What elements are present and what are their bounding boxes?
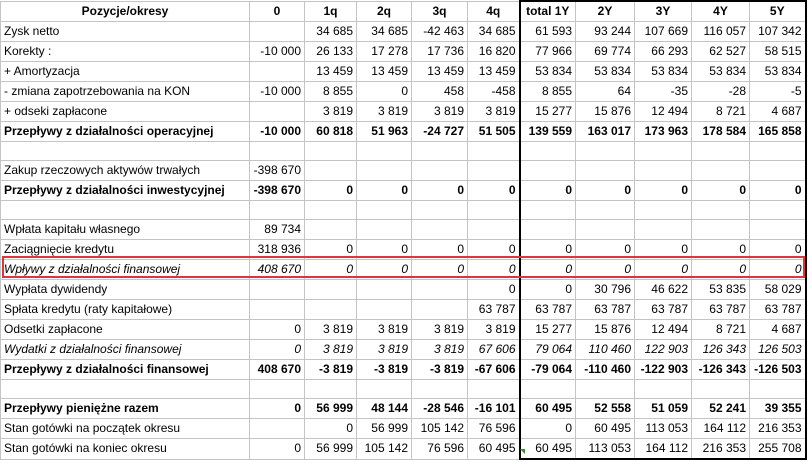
- cell-col-total-1y[interactable]: [520, 220, 576, 240]
- cell-col-4y[interactable]: 8 721: [692, 320, 750, 340]
- cell-col-5y[interactable]: [750, 380, 806, 399]
- cell-col-4y[interactable]: 53 835: [692, 280, 750, 300]
- cell-col-3y[interactable]: 63 787: [635, 300, 692, 320]
- cell-col-4q[interactable]: 0: [468, 181, 520, 201]
- cell-label[interactable]: [1, 380, 250, 399]
- cell-col-4q[interactable]: [468, 220, 520, 240]
- cell-col-2q[interactable]: 0: [357, 240, 412, 260]
- cell-col-2q[interactable]: 0: [357, 181, 412, 201]
- cell-col-2y[interactable]: -110 460: [576, 360, 635, 380]
- cell-col-5y[interactable]: 63 787: [750, 300, 806, 320]
- cell-col-5y[interactable]: [750, 161, 806, 181]
- cell-col-4q[interactable]: [468, 161, 520, 181]
- cell-col-4y[interactable]: 0: [692, 181, 750, 201]
- cell-col-1q[interactable]: 8 855: [305, 82, 357, 102]
- cell-col-4q[interactable]: 51 505: [468, 122, 520, 142]
- cell-col-1q[interactable]: 60 818: [305, 122, 357, 142]
- cell-col-5y[interactable]: 4 687: [750, 102, 806, 122]
- cell-col-2y[interactable]: 52 558: [576, 399, 635, 419]
- cell-col-2q[interactable]: [357, 380, 412, 399]
- table-row: [1, 439, 806, 460]
- cell-label[interactable]: Stan gotówki na koniec okresu: [1, 439, 250, 460]
- cell-label[interactable]: Korekty :: [1, 42, 250, 62]
- cell-col-3y[interactable]: [635, 201, 692, 220]
- cell-col-total-1y[interactable]: 60 495: [520, 439, 576, 460]
- cell-col-2y[interactable]: [576, 201, 635, 220]
- cell-col-4q[interactable]: 13 459: [468, 62, 520, 82]
- cell-col-2y[interactable]: 30 796: [576, 280, 635, 300]
- cell-label[interactable]: + Amortyzacja: [1, 62, 250, 82]
- cell-col-4y[interactable]: 116 057: [692, 22, 750, 42]
- table-row: [1, 82, 806, 102]
- cell-col-2q[interactable]: -3 819: [357, 360, 412, 380]
- cell-col-4y[interactable]: [692, 161, 750, 181]
- cell-col-1q[interactable]: 34 685: [305, 22, 357, 42]
- cell-col-total-1y[interactable]: 0: [520, 280, 576, 300]
- cell-col-total-1y[interactable]: 15 277: [520, 102, 576, 122]
- cell-col-3y[interactable]: 66 293: [635, 42, 692, 62]
- cell-col-5y[interactable]: 0: [750, 240, 806, 260]
- cell-label[interactable]: [1, 201, 250, 220]
- cell-col-2q[interactable]: [357, 220, 412, 240]
- cell-col-0[interactable]: 0: [250, 399, 305, 419]
- cell-col-2y[interactable]: [576, 380, 635, 399]
- cell-col-3q[interactable]: [412, 300, 468, 320]
- cell-col-3y[interactable]: [635, 380, 692, 399]
- cell-col-4q[interactable]: 67 606: [468, 340, 520, 360]
- cell-col-3y[interactable]: 122 903: [635, 340, 692, 360]
- cell-col-2y[interactable]: 110 460: [576, 340, 635, 360]
- cell-col-5y[interactable]: [750, 142, 806, 161]
- cell-label[interactable]: Wpływy z działalności finansowej: [1, 260, 250, 280]
- table-row: [1, 419, 806, 439]
- cell-col-4y[interactable]: 62 527: [692, 42, 750, 62]
- cell-col-2q[interactable]: [357, 280, 412, 300]
- cell-col-4q[interactable]: [468, 201, 520, 220]
- cell-col-1q[interactable]: 3 819: [305, 320, 357, 340]
- cell-col-4q[interactable]: 60 495: [468, 439, 520, 460]
- table-row: [1, 201, 806, 220]
- cell-col-4y[interactable]: 0: [692, 240, 750, 260]
- cell-col-1q[interactable]: [305, 220, 357, 240]
- cell-col-3q[interactable]: [412, 280, 468, 300]
- cell-col-0[interactable]: [250, 102, 305, 122]
- cell-col-4y[interactable]: 126 343: [692, 340, 750, 360]
- cell-col-0[interactable]: [250, 22, 305, 42]
- cell-col-4q[interactable]: 63 787: [468, 300, 520, 320]
- cell-col-2q[interactable]: 3 819: [357, 320, 412, 340]
- cell-col-5y[interactable]: 0: [750, 260, 806, 280]
- table-row: [1, 260, 806, 280]
- cell-col-2y[interactable]: 163 017: [576, 122, 635, 142]
- cell-col-4q[interactable]: 0: [468, 240, 520, 260]
- cell-col-4y[interactable]: -126 343: [692, 360, 750, 380]
- cell-col-3q[interactable]: 458: [412, 82, 468, 102]
- table-row: [1, 42, 806, 62]
- cell-col-total-1y[interactable]: 0: [520, 240, 576, 260]
- cell-col-total-1y[interactable]: 79 064: [520, 340, 576, 360]
- cell-col-0[interactable]: 408 670: [250, 260, 305, 280]
- cell-col-3y[interactable]: [635, 142, 692, 161]
- cell-col-3q[interactable]: -28 546: [412, 399, 468, 419]
- cell-col-1q[interactable]: -3 819: [305, 360, 357, 380]
- cell-col-total-1y[interactable]: 53 834: [520, 62, 576, 82]
- cell-col-4y[interactable]: 53 834: [692, 62, 750, 82]
- cell-col-1q[interactable]: [305, 380, 357, 399]
- cell-col-2y[interactable]: [576, 161, 635, 181]
- cell-col-2q[interactable]: [357, 201, 412, 220]
- table-row: [1, 399, 806, 419]
- cell-col-4q[interactable]: 3 819: [468, 102, 520, 122]
- cell-label[interactable]: Przepływy z działalności operacyjnej: [1, 122, 250, 142]
- cell-col-2y[interactable]: 15 876: [576, 320, 635, 340]
- column-header-col-0[interactable]: 0: [250, 1, 305, 22]
- cell-col-4q[interactable]: 76 596: [468, 419, 520, 439]
- table-row: [1, 142, 806, 161]
- column-header-col-5y[interactable]: 5Y: [750, 1, 806, 22]
- cell-col-2q[interactable]: 17 278: [357, 42, 412, 62]
- cell-col-2y[interactable]: 0: [576, 181, 635, 201]
- cell-col-3q[interactable]: 0: [412, 181, 468, 201]
- cell-col-5y[interactable]: -5: [750, 82, 806, 102]
- cell-col-total-1y[interactable]: -79 064: [520, 360, 576, 380]
- table-row: [1, 62, 806, 82]
- cell-col-1q[interactable]: 3 819: [305, 102, 357, 122]
- cell-col-3q[interactable]: -42 463: [412, 22, 468, 42]
- cell-col-3y[interactable]: -35: [635, 82, 692, 102]
- cell-col-5y[interactable]: 58 515: [750, 42, 806, 62]
- cell-col-0[interactable]: [250, 280, 305, 300]
- cell-col-5y[interactable]: 126 503: [750, 340, 806, 360]
- cell-col-5y[interactable]: [750, 220, 806, 240]
- cell-label[interactable]: Wydatki z działalności finansowej: [1, 340, 250, 360]
- cell-col-total-1y[interactable]: [520, 201, 576, 220]
- cell-col-3q[interactable]: 3 819: [412, 320, 468, 340]
- cell-col-0[interactable]: 0: [250, 320, 305, 340]
- cell-col-2y[interactable]: 60 495: [576, 419, 635, 439]
- cell-comment-marker: [520, 449, 525, 454]
- cell-col-1q[interactable]: [305, 201, 357, 220]
- table-row: [1, 220, 806, 240]
- cell-col-5y[interactable]: 4 687: [750, 320, 806, 340]
- cell-col-3q[interactable]: 105 142: [412, 419, 468, 439]
- column-header-col-3y[interactable]: 3Y: [635, 1, 692, 22]
- cell-col-4y[interactable]: [692, 220, 750, 240]
- table-row: [1, 300, 806, 320]
- cell-col-total-1y[interactable]: [520, 380, 576, 399]
- cell-col-2y[interactable]: [576, 220, 635, 240]
- cell-col-3y[interactable]: 0: [635, 260, 692, 280]
- cell-col-3q[interactable]: -3 819: [412, 360, 468, 380]
- cell-col-total-1y[interactable]: 0: [520, 181, 576, 201]
- cell-col-0[interactable]: -398 670: [250, 181, 305, 201]
- cell-col-4q[interactable]: 0: [468, 260, 520, 280]
- cell-col-0[interactable]: [250, 142, 305, 161]
- cell-col-4y[interactable]: 216 353: [692, 439, 750, 460]
- column-header-col-4q[interactable]: 4q: [468, 1, 520, 22]
- cell-label[interactable]: + odseki zapłacone: [1, 102, 250, 122]
- cell-col-total-1y[interactable]: 15 277: [520, 320, 576, 340]
- cell-col-4y[interactable]: -28: [692, 82, 750, 102]
- cell-col-4q[interactable]: 3 819: [468, 320, 520, 340]
- cell-col-5y[interactable]: 107 342: [750, 22, 806, 42]
- cell-col-2y[interactable]: 63 787: [576, 300, 635, 320]
- cell-col-1q[interactable]: [305, 280, 357, 300]
- cell-label[interactable]: Przepływy z działalności finansowej: [1, 360, 250, 380]
- cell-col-0[interactable]: 0: [250, 340, 305, 360]
- table-row: [1, 320, 806, 340]
- cell-col-4q[interactable]: -458: [468, 82, 520, 102]
- cell-col-1q[interactable]: 56 999: [305, 439, 357, 460]
- cell-col-3q[interactable]: 17 736: [412, 42, 468, 62]
- cell-col-0[interactable]: -10 000: [250, 82, 305, 102]
- table-row: [1, 161, 806, 181]
- cell-col-3q[interactable]: [412, 380, 468, 399]
- cell-col-4y[interactable]: [692, 201, 750, 220]
- cell-col-5y[interactable]: [750, 201, 806, 220]
- cell-col-3y[interactable]: 164 112: [635, 439, 692, 460]
- cell-col-3q[interactable]: 76 596: [412, 439, 468, 460]
- cell-col-0[interactable]: 0: [250, 439, 305, 460]
- cell-col-5y[interactable]: 216 353: [750, 419, 806, 439]
- cell-col-2y[interactable]: 0: [576, 260, 635, 280]
- cell-col-2q[interactable]: 51 963: [357, 122, 412, 142]
- cell-col-2q[interactable]: 105 142: [357, 439, 412, 460]
- cell-col-total-1y[interactable]: 60 495: [520, 399, 576, 419]
- cell-col-3y[interactable]: 107 669: [635, 22, 692, 42]
- cell-col-total-1y[interactable]: [520, 142, 576, 161]
- column-header-col-3q[interactable]: 3q: [412, 1, 468, 22]
- cell-col-4y[interactable]: [692, 380, 750, 399]
- cell-label[interactable]: Odsetki zapłacone: [1, 320, 250, 340]
- cell-col-3q[interactable]: 13 459: [412, 62, 468, 82]
- table-row: [1, 340, 806, 360]
- cell-label[interactable]: Stan gotówki na początek okresu: [1, 419, 250, 439]
- cell-col-2q[interactable]: 56 999: [357, 419, 412, 439]
- cell-col-2q[interactable]: [357, 142, 412, 161]
- cell-label[interactable]: Wpłata kapitału własnego: [1, 220, 250, 240]
- cell-col-total-1y[interactable]: [520, 161, 576, 181]
- cell-col-2y[interactable]: 113 053: [576, 439, 635, 460]
- cell-col-3y[interactable]: 0: [635, 181, 692, 201]
- cell-col-3q[interactable]: 0: [412, 240, 468, 260]
- cell-col-3q[interactable]: 3 819: [412, 102, 468, 122]
- cell-col-0[interactable]: 318 936: [250, 240, 305, 260]
- cell-col-0[interactable]: -10 000: [250, 42, 305, 62]
- cell-col-4y[interactable]: 178 584: [692, 122, 750, 142]
- table-row: [1, 102, 806, 122]
- cell-col-0[interactable]: [250, 380, 305, 399]
- cell-col-2y[interactable]: 93 244: [576, 22, 635, 42]
- cell-col-total-1y[interactable]: 77 966: [520, 42, 576, 62]
- cell-col-3y[interactable]: 46 622: [635, 280, 692, 300]
- table-row: [1, 22, 806, 42]
- table-row: [1, 380, 806, 399]
- cell-col-0[interactable]: -10 000: [250, 122, 305, 142]
- cell-col-4y[interactable]: 0: [692, 260, 750, 280]
- cell-col-3y[interactable]: 12 494: [635, 102, 692, 122]
- column-header-col-4y[interactable]: 4Y: [692, 1, 750, 22]
- cell-label[interactable]: Wypłata dywidendy: [1, 280, 250, 300]
- cell-col-total-1y[interactable]: 63 787: [520, 300, 576, 320]
- cell-col-1q[interactable]: 56 999: [305, 399, 357, 419]
- column-header-col-total-1y[interactable]: total 1Y: [520, 1, 576, 22]
- table-row: [1, 360, 806, 380]
- cell-col-4q[interactable]: -67 606: [468, 360, 520, 380]
- cell-col-total-1y[interactable]: 0: [520, 419, 576, 439]
- cell-col-4y[interactable]: 8 721: [692, 102, 750, 122]
- cell-col-3q[interactable]: 3 819: [412, 340, 468, 360]
- cell-col-5y[interactable]: -126 503: [750, 360, 806, 380]
- cell-col-0[interactable]: [250, 62, 305, 82]
- cell-col-4q[interactable]: [468, 380, 520, 399]
- cell-col-3q[interactable]: [412, 161, 468, 181]
- table-row: [1, 122, 806, 142]
- cell-col-5y[interactable]: 53 834: [750, 62, 806, 82]
- cell-col-4y[interactable]: 164 112: [692, 419, 750, 439]
- cell-col-4q[interactable]: -16 101: [468, 399, 520, 419]
- column-header-label[interactable]: Pozycje/okresy: [1, 1, 250, 22]
- cell-col-4y[interactable]: 52 241: [692, 399, 750, 419]
- cell-col-total-1y[interactable]: 139 559: [520, 122, 576, 142]
- cell-col-2q[interactable]: 0: [357, 82, 412, 102]
- cell-col-2q[interactable]: 0: [357, 260, 412, 280]
- cell-col-3q[interactable]: -24 727: [412, 122, 468, 142]
- cell-label[interactable]: [1, 142, 250, 161]
- cell-label[interactable]: Spłata kredytu (raty kapitałowe): [1, 300, 250, 320]
- cell-col-1q[interactable]: [305, 142, 357, 161]
- cell-col-3y[interactable]: [635, 220, 692, 240]
- cell-col-0[interactable]: -398 670: [250, 161, 305, 181]
- cell-col-2q[interactable]: [357, 300, 412, 320]
- cell-col-3y[interactable]: -122 903: [635, 360, 692, 380]
- cell-label[interactable]: - zmiana zapotrzebowania na KON: [1, 82, 250, 102]
- cell-col-5y[interactable]: 255 708: [750, 439, 806, 460]
- cell-col-2q[interactable]: 34 685: [357, 22, 412, 42]
- cell-col-2q[interactable]: 3 819: [357, 340, 412, 360]
- cell-col-1q[interactable]: [305, 161, 357, 181]
- cell-label[interactable]: Przepływy pieniężne razem: [1, 399, 250, 419]
- cell-col-5y[interactable]: 39 355: [750, 399, 806, 419]
- cell-col-4q[interactable]: 34 685: [468, 22, 520, 42]
- cell-col-4y[interactable]: [692, 142, 750, 161]
- table-row: [1, 240, 806, 260]
- cell-col-0[interactable]: [250, 300, 305, 320]
- cell-col-2y[interactable]: 69 774: [576, 42, 635, 62]
- cell-label[interactable]: Zakup rzeczowych aktywów trwałych: [1, 161, 250, 181]
- cell-col-2y[interactable]: 53 834: [576, 62, 635, 82]
- cell-col-1q[interactable]: 26 133: [305, 42, 357, 62]
- cell-col-2q[interactable]: [357, 161, 412, 181]
- cell-col-0[interactable]: [250, 419, 305, 439]
- cell-col-2q[interactable]: 13 459: [357, 62, 412, 82]
- cell-col-3y[interactable]: 53 834: [635, 62, 692, 82]
- cell-col-0[interactable]: 89 734: [250, 220, 305, 240]
- table-row: [1, 181, 806, 201]
- cell-label[interactable]: Zaciągnięcie kredytu: [1, 240, 250, 260]
- cell-col-2q[interactable]: 48 144: [357, 399, 412, 419]
- header-row: [1, 1, 806, 22]
- cell-col-2y[interactable]: [576, 142, 635, 161]
- cell-col-3y[interactable]: 51 059: [635, 399, 692, 419]
- cell-col-2y[interactable]: 0: [576, 240, 635, 260]
- cell-col-0[interactable]: 408 670: [250, 360, 305, 380]
- cell-col-4q[interactable]: [468, 142, 520, 161]
- cell-col-total-1y[interactable]: 61 593: [520, 22, 576, 42]
- table-row: [1, 280, 806, 300]
- cell-col-1q[interactable]: 13 459: [305, 62, 357, 82]
- column-header-col-2y[interactable]: 2Y: [576, 1, 635, 22]
- cell-col-total-1y[interactable]: 8 855: [520, 82, 576, 102]
- cell-col-1q[interactable]: 0: [305, 240, 357, 260]
- cell-col-3q[interactable]: [412, 201, 468, 220]
- cell-col-5y[interactable]: 0: [750, 181, 806, 201]
- cell-col-3q[interactable]: [412, 220, 468, 240]
- cell-col-2q[interactable]: 3 819: [357, 102, 412, 122]
- cell-col-3y[interactable]: [635, 161, 692, 181]
- cell-col-5y[interactable]: 58 029: [750, 280, 806, 300]
- cell-col-1q[interactable]: 0: [305, 419, 357, 439]
- cell-col-1q[interactable]: 0: [305, 181, 357, 201]
- cell-col-3q[interactable]: 0: [412, 260, 468, 280]
- column-header-col-1q[interactable]: 1q: [305, 1, 357, 22]
- cell-col-4q[interactable]: 16 820: [468, 42, 520, 62]
- column-header-col-2q[interactable]: 2q: [357, 1, 412, 22]
- cell-col-3q[interactable]: [412, 142, 468, 161]
- cell-label[interactable]: Zysk netto: [1, 22, 250, 42]
- cell-col-3y[interactable]: 113 053: [635, 419, 692, 439]
- cell-col-1q[interactable]: 3 819: [305, 340, 357, 360]
- cell-col-total-1y[interactable]: 0: [520, 260, 576, 280]
- cell-col-5y[interactable]: 165 858: [750, 122, 806, 142]
- cell-col-0[interactable]: [250, 201, 305, 220]
- cell-col-3y[interactable]: 173 963: [635, 122, 692, 142]
- cell-col-3y[interactable]: 0: [635, 240, 692, 260]
- cell-col-2y[interactable]: 15 876: [576, 102, 635, 122]
- cell-col-4q[interactable]: 0: [468, 280, 520, 300]
- cell-col-2y[interactable]: 64: [576, 82, 635, 102]
- cell-label[interactable]: Przepływy z działalności inwestycyjnej: [1, 181, 250, 201]
- cell-col-1q[interactable]: [305, 300, 357, 320]
- cell-col-3y[interactable]: 12 494: [635, 320, 692, 340]
- cell-col-1q[interactable]: 0: [305, 260, 357, 280]
- cell-col-4y[interactable]: 63 787: [692, 300, 750, 320]
